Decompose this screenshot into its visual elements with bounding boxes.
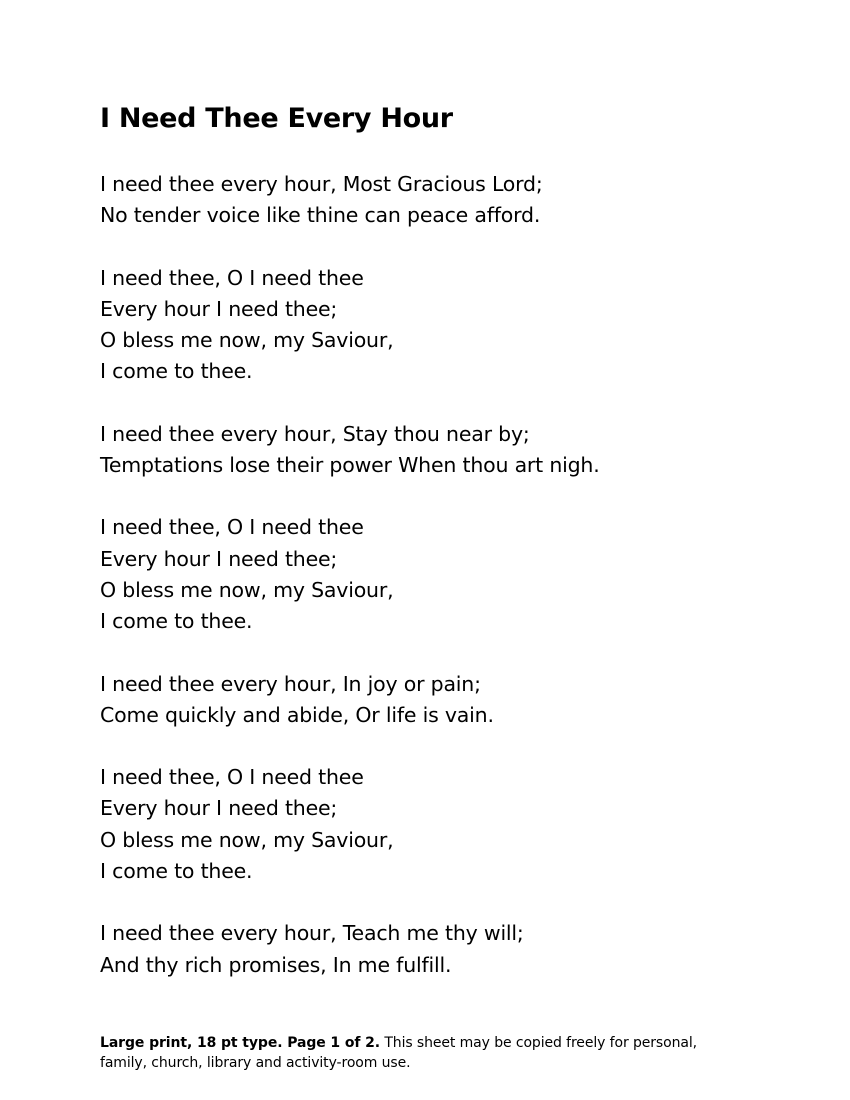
document-page: [100, 100, 760, 1012]
stanza-5: [100, 669, 760, 732]
lyric-line: Come quickly and abide, Or life is vain.: [100, 702, 494, 727]
lyric-line: I need thee, O I need thee: [100, 765, 364, 790]
lyric-line: No tender voice like thine can peace afford.: [100, 203, 541, 228]
lyric-line: O bless me now, my Saviour,: [100, 328, 394, 353]
footer-print-info: Large print, 18 pt type. Page 1 of 2.: [100, 1035, 380, 1051]
lyric-line: I need thee every hour, Stay thou near by;: [100, 421, 530, 446]
stanza-1: [100, 169, 760, 232]
lyric-line: I need thee every hour, Teach me thy will;: [100, 921, 524, 946]
lyric-line: I come to thee.: [100, 859, 253, 884]
lyric-line: And thy rich promises, In me fulfill.: [100, 952, 452, 977]
lyric-line: I need thee every hour, In joy or pain;: [100, 671, 481, 696]
lyric-line: O bless me now, my Saviour,: [100, 827, 394, 852]
lyric-line: I need thee every hour, Most Gracious Lord;: [100, 172, 543, 196]
footer-copy-notice: This sheet may be copied freely for personal, family, church, library and activity-room use.: [100, 1035, 697, 1071]
stanza-3: [100, 419, 760, 482]
stanza-2-refrain: [100, 263, 760, 388]
lyric-line: O bless me now, my Saviour,: [100, 577, 394, 602]
lyric-line: Every hour I need thee;: [100, 546, 338, 571]
lyric-line: I come to thee.: [100, 359, 253, 384]
lyric-line: I need thee, O I need thee: [100, 265, 364, 290]
lyric-line: I need thee, O I need thee: [100, 515, 364, 540]
lyric-line: Temptations lose their power When thou art nigh.: [100, 453, 600, 478]
lyric-line: I come to thee.: [100, 609, 253, 634]
stanza-6-refrain: [100, 762, 760, 887]
lyric-line: Every hour I need thee;: [100, 296, 338, 321]
lyric-line: Every hour I need thee;: [100, 796, 338, 821]
stanza-4-refrain: [100, 512, 760, 637]
document-title: I Need Thee Every Hour: [100, 103, 453, 134]
page-footer: [100, 1033, 740, 1073]
lyrics-body: [100, 169, 760, 981]
stanza-7: [100, 918, 760, 981]
